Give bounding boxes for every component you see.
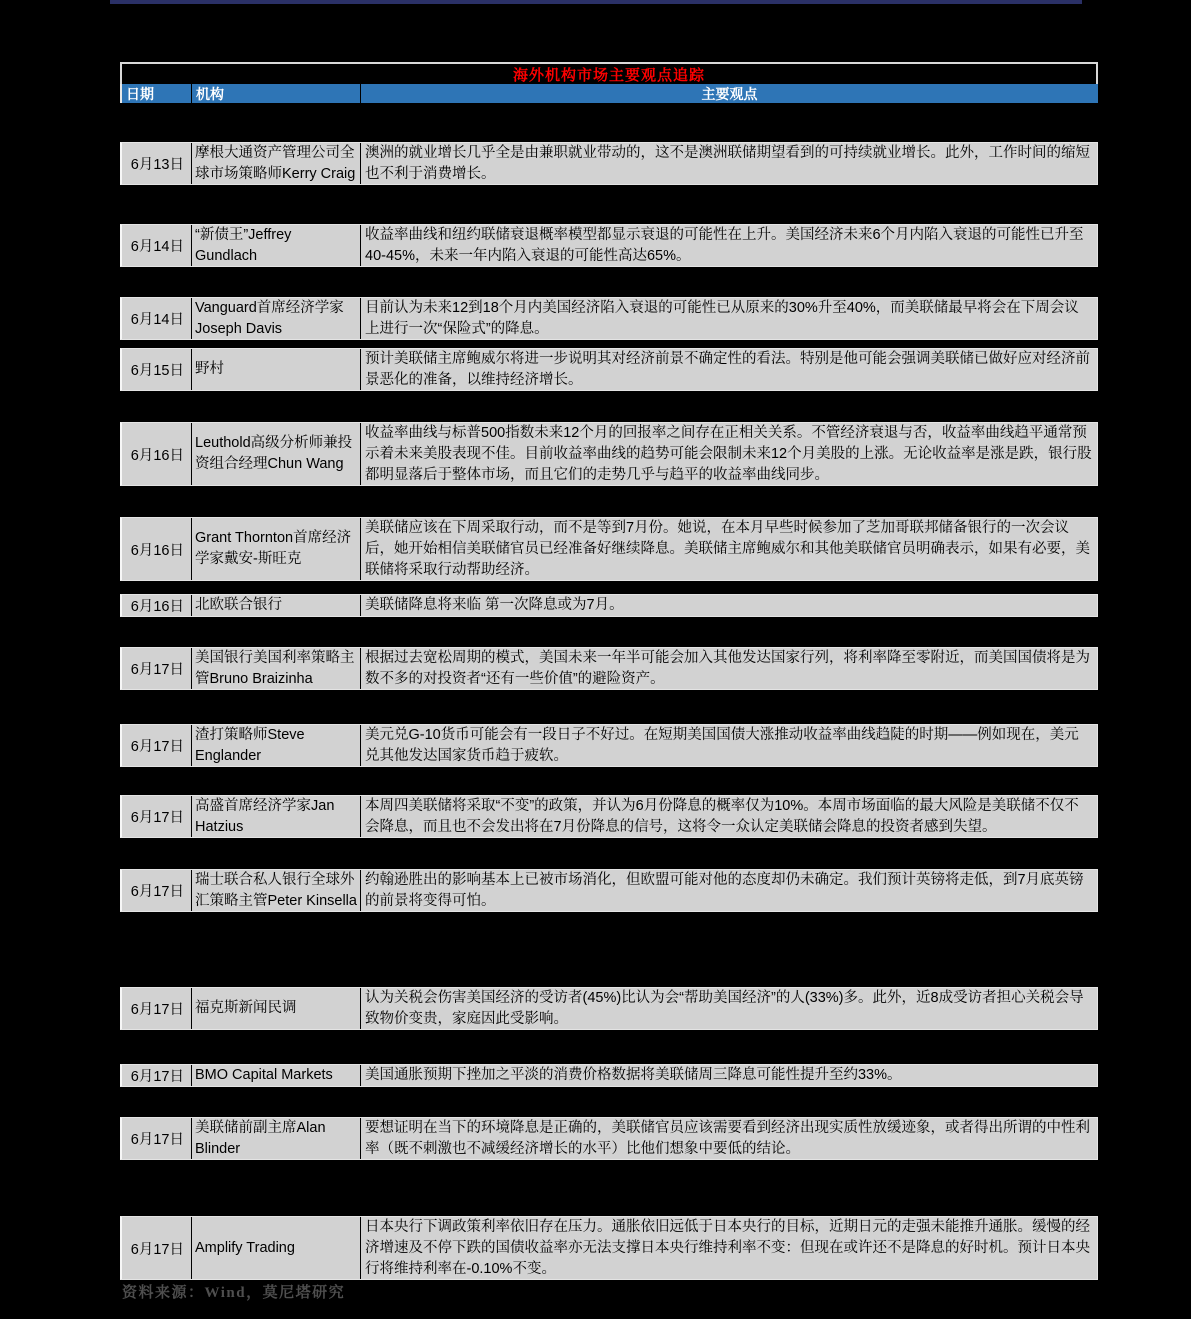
view-cell: 美元兑G-10货币可能会有一段日子不好过。在短期美国国债大涨推动收益率曲线趋陡的时期——例如现在，美元兑其他发达国家货币趋于疲软。 xyxy=(365,726,1079,764)
table-row xyxy=(120,647,1098,690)
table-row xyxy=(120,795,1098,838)
view-cell: 认为关税会伤害美国经济的受访者(45%)比认为会“帮助美国经济”的人(33%)多。此外，近8成受访者担心关税会导致物价变贵，家庭因此受影响。 xyxy=(365,989,1084,1027)
report-table xyxy=(120,62,1098,1280)
org-cell: Amplify Trading xyxy=(192,1217,361,1279)
date-cell: 6月15日 xyxy=(122,349,192,390)
header-cell-date: 日期 xyxy=(122,84,192,103)
table-header-row xyxy=(120,84,1098,103)
org-cell: 野村 xyxy=(192,349,361,390)
date-cell: 6月14日 xyxy=(122,225,192,266)
view-cell: 收益率曲线与标普500指数未来12个月的回报率之间存在正相关关系。不管经济衰退与否，收益率曲线趋平通常预示着未来美股表现不佳。目前收益率曲线的趋势可能会限制未来12个月美股的上涨。无论收益率是涨是跌，银行股都明显落后于整体市场，而且它们的走势几乎与趋平的收益率曲线同步。 xyxy=(365,424,1092,483)
view-cell: 预计美联储主席鲍威尔将进一步说明其对经济前景不确定性的看法。特别是他可能会强调美联储已做好应对经济前景恶化的准备，以维持经济增长。 xyxy=(365,350,1090,388)
date-cell: 6月13日 xyxy=(122,143,192,184)
table-row xyxy=(120,142,1098,185)
date-cell: 6月16日 xyxy=(122,423,192,485)
view-cell: 美联储应该在下周采取行动，而不是等到7月份。她说，在本月早些时候参加了芝加哥联邦储备银行的一次会议后，她开始相信美联储官员已经准备好继续降息。美联储主席鲍威尔和其他美联储官员明确表示，如果有必要，美联储将采取行动帮助经济。 xyxy=(365,519,1090,578)
view-cell: 目前认为未来12到18个月内美国经济陷入衰退的可能性已从原来的30%升至40%，而美联储最早将会在下周会议上进行一次“保险式”的降息。 xyxy=(365,299,1079,337)
date-cell: 6月17日 xyxy=(122,796,192,837)
org-cell: 渣打策略师Steve Englander xyxy=(192,725,361,766)
view-cell: 约翰逊胜出的影响基本上已被市场消化，但欧盟可能对他的态度却仍未确定。我们预计英镑将走低，到7月底英镑的前景将变得可怕。 xyxy=(365,871,1084,909)
table-row xyxy=(120,517,1098,581)
date-cell: 6月16日 xyxy=(122,518,192,580)
org-cell: BMO Capital Markets xyxy=(192,1065,361,1086)
date-cell: 6月17日 xyxy=(122,1065,192,1086)
table-row xyxy=(120,1216,1098,1280)
view-cell: 美国通胀预期下挫加之平淡的消费价格数据将美联储周三降息可能性提升至约33%。 xyxy=(365,1067,902,1083)
table-row xyxy=(120,869,1098,912)
date-cell: 6月17日 xyxy=(122,1217,192,1279)
top-rule xyxy=(110,0,1082,4)
table-row xyxy=(120,594,1098,617)
date-cell: 6月17日 xyxy=(122,725,192,766)
view-cell: 根据过去宽松周期的模式，美国未来一年半可能会加入其他发达国家行列，将利率降至零附近，而美国国债将是为数不多的对投资者“还有一些价值”的避险资产。 xyxy=(365,649,1090,687)
org-cell: 北欧联合银行 xyxy=(192,595,361,616)
table-rows xyxy=(120,142,1098,1280)
org-cell: 摩根大通资产管理公司全球市场策略师Kerry Craig xyxy=(192,143,361,184)
table-row xyxy=(120,297,1098,340)
org-cell: 美联储前副主席Alan Blinder xyxy=(192,1118,361,1159)
table-row xyxy=(120,724,1098,767)
table-row xyxy=(120,1117,1098,1160)
view-cell: 收益率曲线和纽约联储衰退概率模型都显示衰退的可能性在上升。美国经济未来6个月内陷入衰退的可能性已升至40-45%，未来一年内陷入衰退的可能性高达65%。 xyxy=(365,226,1084,264)
header-cell-org: 机构 xyxy=(192,84,361,103)
org-cell: Leuthold高级分析师兼投资组合经理Chun Wang xyxy=(192,423,361,485)
date-cell: 6月16日 xyxy=(122,595,192,616)
org-cell: 美国银行美国利率策略主管Bruno Braizinha xyxy=(192,648,361,689)
table-title: 海外机构市场主要观点追踪 xyxy=(120,62,1098,84)
table-row xyxy=(120,224,1098,267)
table-row xyxy=(120,348,1098,391)
org-cell: Vanguard首席经济学家Joseph Davis xyxy=(192,298,361,339)
source-note: 资料来源：Wind，莫尼塔研究 xyxy=(122,1285,346,1301)
org-cell: “新债王”Jeffrey Gundlach xyxy=(192,225,361,266)
date-cell: 6月17日 xyxy=(122,648,192,689)
view-cell: 本周四美联储将采取“不变”的政策，并认为6月份降息的概率仅为10%。本周市场面临的最大风险是美联储不仅不会降息，而且也不会发出将在7月份降息的信号，这将令一众认定美联储会降息的投资者感到失望。 xyxy=(365,797,1079,835)
date-cell: 6月17日 xyxy=(122,988,192,1029)
view-cell: 要想证明在当下的环境降息是正确的，美联储官员应该需要看到经济出现实质性放缓迹象，或者得出所谓的中性利率（既不刺激也不减缓经济增长的水平）比他们想象中要低的结论。 xyxy=(365,1119,1090,1157)
table-row xyxy=(120,422,1098,486)
date-cell: 6月17日 xyxy=(122,1118,192,1159)
org-cell: Grant Thornton首席经济学家戴安-斯旺克 xyxy=(192,518,361,580)
org-cell: 福克斯新闻民调 xyxy=(192,988,361,1029)
table-row xyxy=(120,987,1098,1030)
date-cell: 6月14日 xyxy=(122,298,192,339)
view-cell: 日本央行下调政策利率依旧存在压力。通胀依旧远低于日本央行的目标，近期日元的走强未能推升通胀。缓慢的经济增速及不停下跌的国债收益率亦无法支撑日本央行维持利率不变：但现在或许还不是降息的好时机。预计日本央行将维持利率在-0.10%不变。 xyxy=(365,1218,1090,1277)
header-cell-view: 主要观点 xyxy=(701,85,758,102)
table-row xyxy=(120,1064,1098,1087)
view-cell: 澳洲的就业增长几乎全是由兼职就业带动的，这不是澳洲联储期望看到的可持续就业增长。此外，工作时间的缩短也不利于消费增长。 xyxy=(365,144,1090,182)
org-cell: 瑞士联合私人银行全球外汇策略主管Peter Kinsella xyxy=(192,870,361,911)
view-cell: 美联储降息将来临 第一次降息或为7月。 xyxy=(365,597,624,613)
org-cell: 高盛首席经济学家Jan Hatzius xyxy=(192,796,361,837)
date-cell: 6月17日 xyxy=(122,870,192,911)
